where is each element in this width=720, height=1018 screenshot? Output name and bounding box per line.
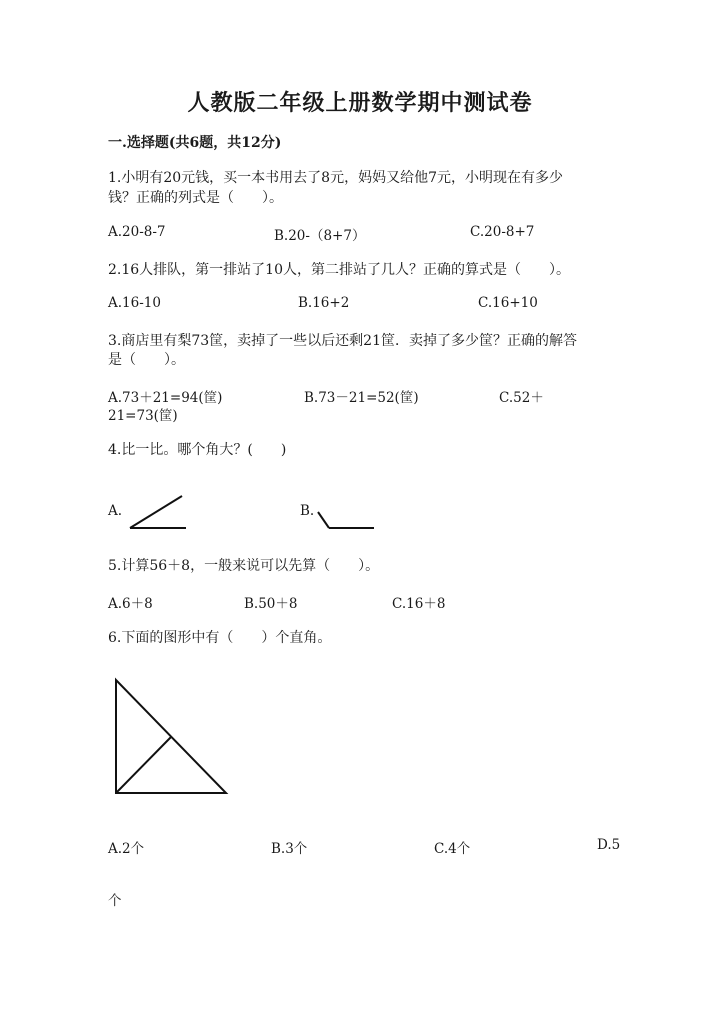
question-4-option-b[interactable]: B. — [300, 503, 315, 519]
question-6-option-d-wrap: 个 — [108, 893, 122, 909]
question-5-text: 5.计算56＋8，一般来说可以先算（ ）。 — [108, 558, 380, 574]
question-6-text: 6.下面的图形中有（ ）个直角。 — [108, 630, 332, 646]
question-1-option-a[interactable]: A.20-8-7 — [108, 224, 166, 240]
angle-b-figure — [312, 500, 392, 550]
question-2-text: 2.16人排队，第一排站了10人，第二排站了几人？正确的算式是（ ）。 — [108, 262, 570, 278]
angle-a-figure — [120, 490, 200, 540]
question-2-option-a[interactable]: A.16-10 — [108, 295, 161, 311]
question-3-option-c[interactable]: C.52＋ — [499, 390, 544, 406]
question-5-option-b[interactable]: B.50＋8 — [244, 596, 298, 612]
question-3-text-line1: 3.商店里有梨73筐，卖掉了一些以后还剩21筐．卖掉了多少筐？正确的解答 — [108, 333, 577, 349]
question-2-option-b[interactable]: B.16+2 — [298, 295, 350, 311]
question-1-text-line1: 1.小明有20元钱，买一本书用去了8元，妈妈又给他7元，小明现在有多少 — [108, 170, 563, 186]
question-2-option-c[interactable]: C.16+10 — [478, 295, 538, 311]
question-6-option-a[interactable]: A.2个 — [108, 841, 145, 857]
question-3-text-line2: 是（ ）。 — [108, 352, 185, 368]
page-title: 人教版二年级上册数学期中测试卷 — [187, 90, 533, 116]
question-3-option-a[interactable]: A.73＋21=94(筐) — [108, 390, 223, 406]
question-3-option-b[interactable]: B.73－21=52(筐) — [304, 390, 419, 406]
question-5-option-c[interactable]: C.16＋8 — [392, 596, 446, 612]
question-6-option-c[interactable]: C.4个 — [434, 841, 471, 857]
question-4-option-a[interactable]: A. — [108, 503, 123, 519]
question-1-option-c[interactable]: C.20-8+7 — [470, 224, 535, 240]
question-6-option-d[interactable]: D.5 — [597, 837, 621, 853]
section-heading: 一.选择题(共6题，共12分) — [108, 135, 282, 151]
question-5-option-a[interactable]: A.6＋8 — [108, 596, 153, 612]
right-triangle-figure — [110, 676, 240, 806]
question-4-text: 4.比一比。哪个角大？( ) — [108, 442, 287, 458]
question-1-text-line2: 钱？正确的列式是（ ）。 — [108, 190, 283, 206]
question-3-option-c-wrap: 21=73(筐) — [108, 408, 178, 424]
question-1-option-b[interactable]: B.20-（8+7） — [274, 228, 366, 244]
question-6-option-b[interactable]: B.3个 — [271, 841, 308, 857]
